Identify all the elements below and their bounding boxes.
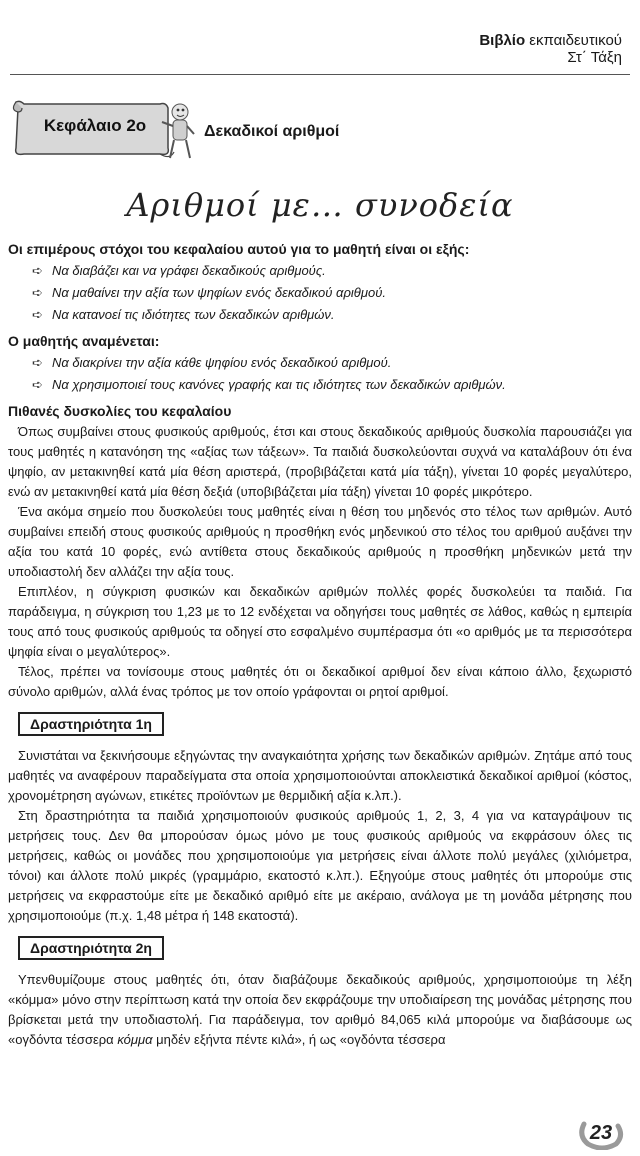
list-item: [32, 282, 632, 304]
difficulties-paragraph: Όπως συμβαίνει στους φυσικούς αριθμούς, έτσι και στους δεκαδικούς αριθμούς δυσκολία παρουσιάζει για τους μαθητές η κατανόηση της «αξίας των τάξεων». Τα παιδιά δυσκολεύονται συχνά να καταλάβουν ότι ένα ψηφίο, αν μετακινηθεί κατά μία θέση αριστερά, (προβιβάζεται κατά μία τάξη), γίνεται 10 φορές μεγαλύτερο, ενώ αν μετακινηθεί κατά μία θέση δεξιά (υποβιβάζεται μία τάξη) γίνεται 10 φορές μικρότερο.: [8, 424, 632, 499]
section-script-title: Αριθμοί με… συνοδεία: [126, 186, 514, 224]
goals-list: [8, 260, 632, 326]
goals-heading: Οι επιμέρους στόχοι του κεφαλαίου αυτού για το μαθητή είναι οι εξής:: [8, 241, 470, 257]
header-divider: [10, 74, 630, 75]
header-book-bold: Βιβλίο: [479, 32, 526, 49]
arrow-bullet-icon: ➪: [32, 263, 43, 278]
book-header: [479, 32, 622, 66]
list-item-text: Να χρησιμοποιεί τους κανόνες γραφής και τις ιδιότητες των δεκαδικών αριθμών.: [52, 377, 506, 392]
arrow-bullet-icon: ➪: [32, 285, 43, 300]
difficulties-heading: Πιθανές δυσκολίες του κεφαλαίου: [8, 403, 232, 419]
difficulties-paragraph: Τέλος, πρέπει να τονίσουμε στους μαθητές ότι οι δεκαδικοί αριθμοί δεν είναι κάποιο άλλο, ξεχωριστό σύνολο αριθμών, αλλά ένας τρόπος με τον οποίο γράφονται οι ρητοί αριθμοί.: [8, 664, 632, 699]
chapter-title: Δεκαδικοί αριθμοί: [204, 123, 340, 140]
list-item-text: Να μαθαίνει την αξία των ψηφίων ενός δεκαδικού αριθμού.: [52, 285, 386, 300]
list-item: [32, 374, 632, 396]
activity-1-paragraph: Στη δραστηριότητα τα παιδιά χρησιμοποιούν φυσικούς αριθμούς 1, 2, 3, 4 για να καταγράψουν τις μετρήσεις τους. Δεν θα μπορούσαν όμως μόνο με τους φυσικούς αριθμούς να εκφράσουν όλες τις μετρήσεις, καθώς οι μονάδες που χρησιμοποιούμε για μετρήσεις είναι άλλοτε πολύ μεγάλες (χιλιόμετρα, τόνοι) και άλλοτε πολύ μικρές (γραμμάριο, εκατοστό κ.λπ.). Εξηγούμε στους μαθητές ότι μπορούμε στις μετρήσεις να εκφραστούμε είτε με δεκαδικό αριθμό είτε με ακέραιο, ανάλογα με τη μονάδα μέτρησης που χρησιμοποιούμε (π.χ. 1,48 μέτρα ή 148 εκατοστά).: [8, 808, 632, 923]
list-item-text: Να διακρίνει την αξία κάθε ψηφίου ενός δεκαδικού αριθμού.: [52, 355, 392, 370]
activity-2-paragraph: [8, 970, 632, 1050]
page-content: [8, 238, 632, 1050]
expected-heading: Ο μαθητής αναμένεται:: [8, 333, 160, 349]
header-book-rest: εκπαιδευτικού: [525, 32, 622, 49]
difficulties-paragraph: Επιπλέον, η σύγκριση φυσικών και δεκαδικών αριθμών πολλές φορές δυσκολεύει τα παιδιά. Για παράδειγμα, η σύγκριση του 1,23 με το 12 ενδέχεται να οδηγήσει τους μαθητές σε λάθος, καθώς η εμπειρία τους από τους φυσικούς αριθμούς τα οδηγεί στο εσφαλμένο συμπέρασμα ότι «ο αριθμός με τα περισσότερα ψηφία είναι ο μεγαλύτερος».: [8, 584, 632, 659]
chapter-banner: [10, 98, 196, 162]
list-item-text: Να διαβάζει και να γράφει δεκαδικούς αριθμούς.: [52, 263, 326, 278]
page-number: [578, 1118, 624, 1150]
page-number-text: 23: [589, 1122, 613, 1144]
activity-2-text-start: Υπενθυμίζουμε στους μαθητές ότι, όταν διαβάζουμε δεκαδικούς αριθμούς, χρησιμοποιούμε τη λέξη «κόμμα» μόνο στην περίπτωση κατά την οποία δεν εκφράζουμε την υποδιαίρεση της μονάδας μέτρησης που βρίσκεται μετά την υποδιαστολή. Για παράδειγμα, τον αριθμό 84,065 κιλά μπορούμε να διαβάσουμε ως «ογδόντα τέσσερα: [8, 972, 632, 1047]
header-grade: Στ΄ Τάξη: [567, 49, 622, 66]
arrow-bullet-icon: ➪: [32, 307, 43, 322]
activity-2-text-end: μηδέν εξήντα πέντε κιλά», ή ως «ογδόντα τέσσερα: [152, 1032, 446, 1047]
difficulties-paragraph: Ένα ακόμα σημείο που δυσκολεύει τους μαθητές είναι η θέση του μηδενός στο τέλος των αριθμών. Αυτό συμβαίνει επειδή στους φυσικούς αριθμούς η προσθήκη ενός μηδενικού στο τέλος του αριθμού αυξάνει την αξία του κατά 10 φορές, ενώ αντίθετα στους δεκαδικούς αριθμούς η προσθήκη μηδενικών μετά την υποδιαστολή δεν αλλάζει την αξία τους.: [8, 504, 632, 579]
arrow-bullet-icon: ➪: [32, 355, 43, 370]
list-item: [32, 304, 632, 326]
list-item: [32, 260, 632, 282]
chapter-label: Κεφάλαιο 2ο: [43, 116, 147, 135]
activity-1-box: Δραστηριότητα 1η: [18, 712, 164, 736]
arrow-bullet-icon: ➪: [32, 377, 43, 392]
list-item: [32, 352, 632, 374]
activity-2-box: Δραστηριότητα 2η: [18, 936, 164, 960]
activity-1-paragraph: Συνιστάται να ξεκινήσουμε εξηγώντας την αναγκαιότητα χρήσης των δεκαδικών αριθμών. Ζητάμε από τους μαθητές να αναφέρουν παραδείγματα στα οποία χρησιμοποιούνται αποκλειστικά δεκαδικοί αριθμοί (κόστος, χρονομέτρηση αγώνων, ετικέτες προϊόντων με θερμιδική αξία κ.λπ.).: [8, 748, 632, 803]
activity-2-text-italic: κόμμα: [117, 1032, 153, 1047]
list-item-text: Να κατανοεί τις ιδιότητες των δεκαδικών αριθμών.: [52, 307, 335, 322]
expected-list: [8, 352, 632, 396]
